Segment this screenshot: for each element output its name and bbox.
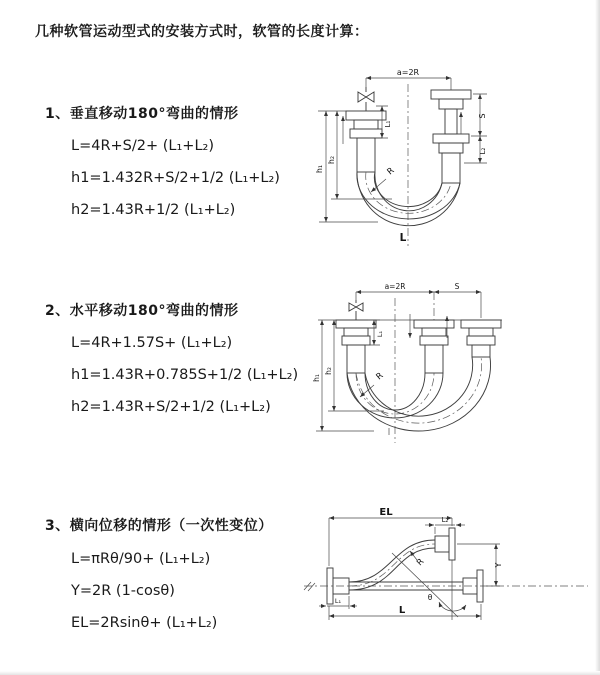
dim-label-span: a=2R [396,68,420,77]
formula-line: h1=1.43R+0.785S+1/2 (L₁+L₂) [71,367,299,383]
formula-line: L=4R+1.57S+ (L₁+L₂) [71,335,233,351]
dim-span-a2r [366,68,451,90]
section-1-formulas [71,130,280,226]
dim-length [329,604,481,620]
hose-arcs [347,357,491,431]
dim-label-h1: h₁ [312,374,321,382]
formula-line: h1=1.432R+S/2+1/2 (L₁+L₂) [71,170,280,186]
dim-s-l2 [464,94,487,163]
dim-label-l1: L₁ [376,330,384,338]
scan-edge-bottom [0,671,600,675]
dim-label-s: S [454,282,460,291]
diagram-lateral-displacement [296,498,596,663]
diagram-vertical-180-bend [306,64,590,260]
dim-h1-h2 [315,111,392,222]
formula-line: EL=2Rsinθ+ (L₁+L₂) [71,615,218,631]
flange-left [336,320,376,373]
formula-line: L=πRθ/90+ (L₁+L₂) [71,551,211,567]
dim-label-el: EL [379,507,393,518]
section-3-heading: 3、横向位移的情形（一次性变位） [45,518,273,534]
flange-upper-displaced [435,528,455,560]
radius-label: R [374,370,386,383]
dim-el [329,507,452,569]
page-title: 几种软管运动型式的安装方式时，软管的长度计算： [35,24,369,40]
dim-label-span: a=2R [384,282,406,291]
formula-line: Y=2R (1-cosθ) [71,583,175,599]
section-1-heading: 1、垂直移动180°弯曲的情形 [45,106,239,122]
dim-label-h2: h₂ [327,155,336,165]
dim-label-length: L [398,605,406,616]
theta-label: θ [427,593,433,602]
break-mark [304,582,315,591]
valve-icon [358,87,374,111]
formula-line: h2=1.43R+S/2+1/2 (L₁+L₂) [71,399,271,415]
section-3-formulas [71,543,217,639]
radius-label: R [385,165,397,178]
flange-right-moved [461,320,501,357]
dim-label-l2: L₂ [479,147,487,155]
section-2-heading: 2、水平移动180°弯曲的情形 [45,303,239,319]
section-2-formulas [71,327,298,423]
dim-h1-h2 [312,320,384,431]
dim-l1 [319,596,357,609]
length-label: L [399,232,407,244]
dim-label-l2: L₂ [441,516,449,524]
dim-l2 [425,516,465,534]
dim-label-h1: h₁ [315,164,324,174]
dim-label-s: S [478,113,487,119]
radius-label: R [415,556,427,569]
diagram-horizontal-180-bend [306,278,590,454]
valve-icon [349,300,363,320]
formula-line: L=4R+S/2+ (L₁+L₂) [71,138,214,154]
scan-edge-right [595,0,600,675]
flange-middle [414,320,454,373]
dim-y [457,544,503,586]
dim-label-l1: L₁ [384,120,392,128]
dim-label-h2: h₂ [324,367,333,375]
flange-right [431,90,471,183]
dim-span-a2r [356,282,481,320]
formula-line: h2=1.43R+1/2 (L₁+L₂) [71,202,236,218]
dim-label-l1: L₁ [334,597,342,605]
dim-label-y: Y [494,562,503,568]
flange-left [346,111,386,172]
